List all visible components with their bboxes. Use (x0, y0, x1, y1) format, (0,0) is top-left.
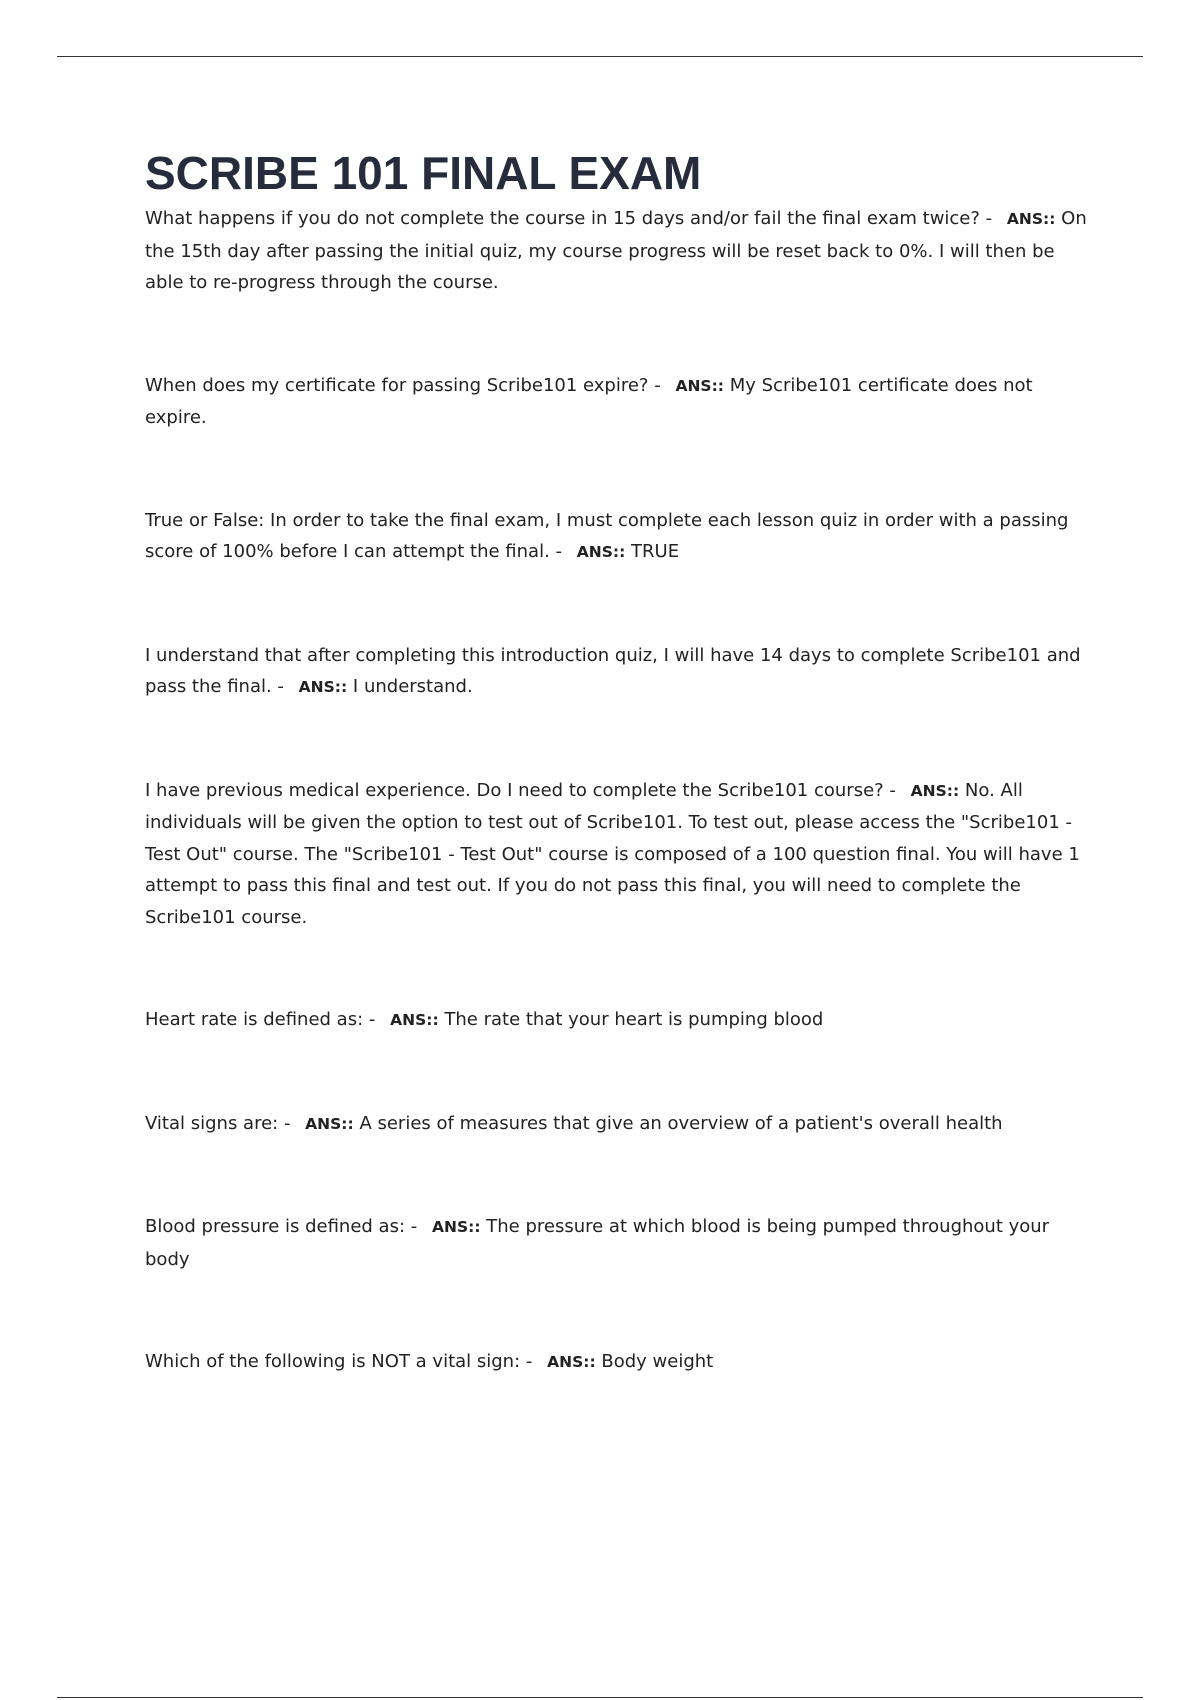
answer-text: The pressure at which blood is being pumped throughout your body (145, 1216, 1050, 1270)
separator: - (520, 1351, 539, 1372)
separator: - (549, 541, 568, 562)
separator: - (648, 374, 667, 396)
question-text: I understand that after completing this introduction quiz, I will have 14 days to complete Scribe101 and pass the final. (145, 644, 1081, 697)
qa-item (145, 640, 1090, 704)
question-text: I have previous medical experience. Do I need to complete the Scribe101 course? (145, 779, 884, 801)
qa-item (145, 1211, 1090, 1275)
question-text: Which of the following is NOT a vital sign: (145, 1351, 521, 1372)
ans-label: ANS:: (1006, 210, 1056, 228)
separator: - (405, 1216, 423, 1237)
qa-item (145, 1004, 1090, 1037)
ans-label: ANS:: (298, 678, 348, 696)
answer-text: My Scribe101 certificate does not expire. (145, 374, 1033, 428)
separator: - (883, 779, 902, 801)
qa-item (145, 203, 1090, 299)
question-text: Blood pressure is defined as: (145, 1216, 406, 1237)
answer-text: The rate that your heart is pumping blood (444, 1009, 824, 1030)
bottom-rule (57, 1697, 1143, 1698)
ans-label: ANS:: (547, 1353, 596, 1371)
question-text: True or False: In order to take the final exam, I must complete each lesson quiz in order with a passing score of 100% before I can attempt the final. (145, 509, 1069, 562)
answer-text: On the 15th day after passing the initial quiz, my course progress will be reset back to 0%. I will then be able to re-progress through the course. (145, 208, 1087, 293)
answer-text: TRUE (631, 541, 680, 562)
ans-label: ANS:: (675, 376, 724, 395)
answer-text: Body weight (601, 1351, 714, 1372)
qa-item (145, 505, 1090, 569)
qa-item (145, 1346, 1090, 1379)
separator: - (979, 208, 998, 229)
qa-item (145, 775, 1090, 934)
question-text: Heart rate is defined as: (145, 1009, 364, 1030)
question-text: When does my certificate for passing Scribe101 expire? (145, 374, 649, 396)
qa-list (145, 203, 1090, 1379)
document-body (145, 143, 1090, 1450)
ans-label: ANS:: (910, 781, 960, 800)
question-text: What happens if you do not complete the course in 15 days and/or fail the final exam twice? (145, 208, 980, 229)
separator: - (271, 676, 290, 697)
answer-text: No. All individuals will be given the option to test out of Scribe101. To test out, please access the "Scribe101 - Test Out" course. The "Scribe101 - Test Out" course is composed of a 100 question final. You will have 1 attempt to pass this final and test out. If you do not pass this final, you will need to complete the Scribe101 course. (145, 779, 1080, 928)
qa-item (145, 370, 1090, 434)
ans-label: ANS:: (576, 543, 626, 561)
ans-label: ANS:: (432, 1218, 481, 1236)
question-text: Vital signs are: (145, 1112, 279, 1134)
answer-text: I understand. (352, 676, 473, 697)
ans-label: ANS:: (390, 1011, 439, 1029)
separator: - (363, 1009, 382, 1030)
separator: - (278, 1112, 297, 1134)
answer-text: A series of measures that give an overview of a patient's overall health (359, 1112, 1003, 1134)
document-title: SCRIBE 101 FINAL EXAM (145, 147, 702, 199)
top-rule (57, 56, 1143, 57)
qa-item (145, 1108, 1090, 1141)
ans-label: ANS:: (305, 1114, 354, 1133)
